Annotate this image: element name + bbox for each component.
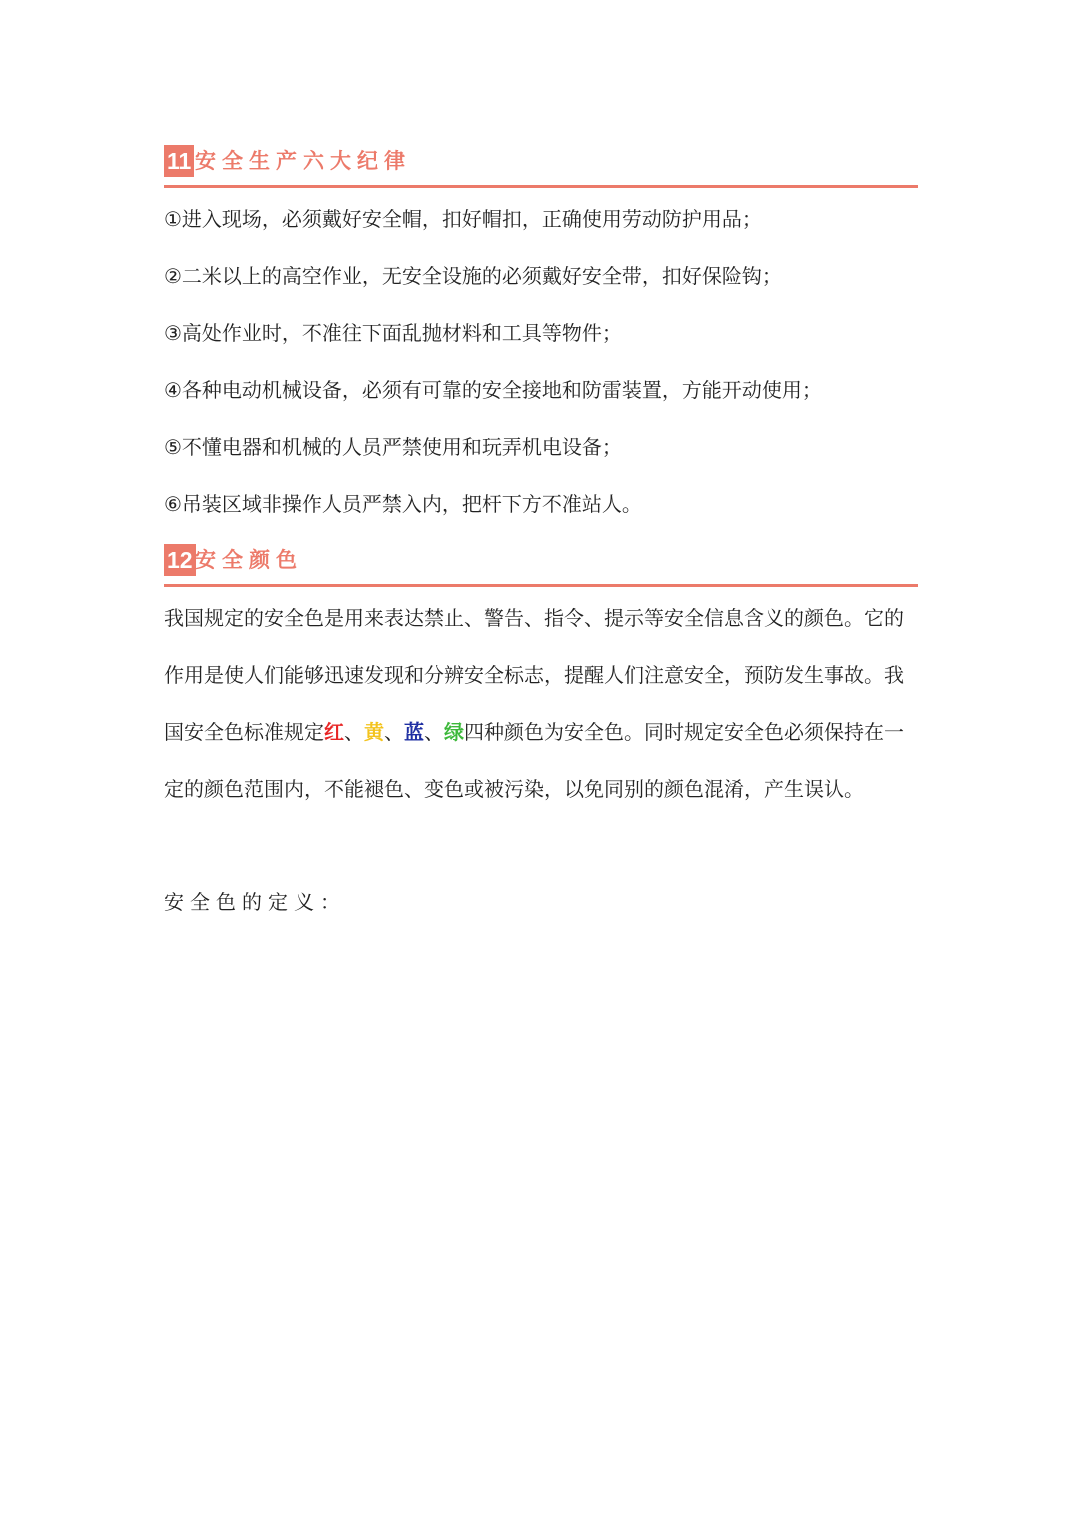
color-word-yellow: 黄 [364, 720, 384, 744]
discipline-item-2: ②二米以上的高空作业，无安全设施的必须戴好安全带，扣好保险钩； [164, 264, 782, 288]
section-number-badge: 11 [164, 145, 194, 177]
discipline-item-6: ⑥吊装区域非操作人员严禁入内，把杆下方不准站人。 [164, 492, 642, 516]
section-number-badge: 12 [164, 544, 196, 576]
definition-label: 安全色的定义： [164, 890, 346, 914]
safety-color-paragraph [164, 590, 918, 818]
discipline-item-1: ①进入现场，必须戴好安全帽，扣好帽扣，正确使用劳动防护用品； [164, 207, 762, 231]
separator: 、 [424, 720, 444, 744]
color-word-blue: 蓝 [404, 720, 424, 744]
color-word-green: 绿 [444, 720, 464, 744]
discipline-item-4: ④各种电动机械设备，必须有可靠的安全接地和防雷装置，方能开动使用； [164, 378, 822, 402]
section-title: 安全颜色 [195, 548, 303, 572]
paragraph-text-part1: 我国规定的安全色是用来表达禁止、警告、指令、提示等安全信息含义的颜色。它的作用是使人们能够迅速发现和分辨安全标志，提醒人们注意安全，预防发生事故。我国安全色标准规定 [164, 606, 904, 744]
paragraph-text-part2: 四种颜色为安全色。同时规定安全色必须保持在一定的颜色范围内，不能褪色、变色或被污染，以免同别的颜色混淆，产生误认。 [164, 720, 904, 801]
separator: 、 [344, 720, 364, 744]
discipline-item-3: ③高处作业时，不准往下面乱抛材料和工具等物件； [164, 321, 622, 345]
section-11-header [164, 143, 918, 188]
color-word-red: 红 [324, 720, 344, 744]
discipline-item-5: ⑤不懂电器和机械的人员严禁使用和玩弄机电设备； [164, 435, 622, 459]
section-12-header [164, 542, 918, 587]
separator: 、 [384, 720, 404, 744]
section-title: 安全生产六大纪律 [195, 149, 411, 173]
